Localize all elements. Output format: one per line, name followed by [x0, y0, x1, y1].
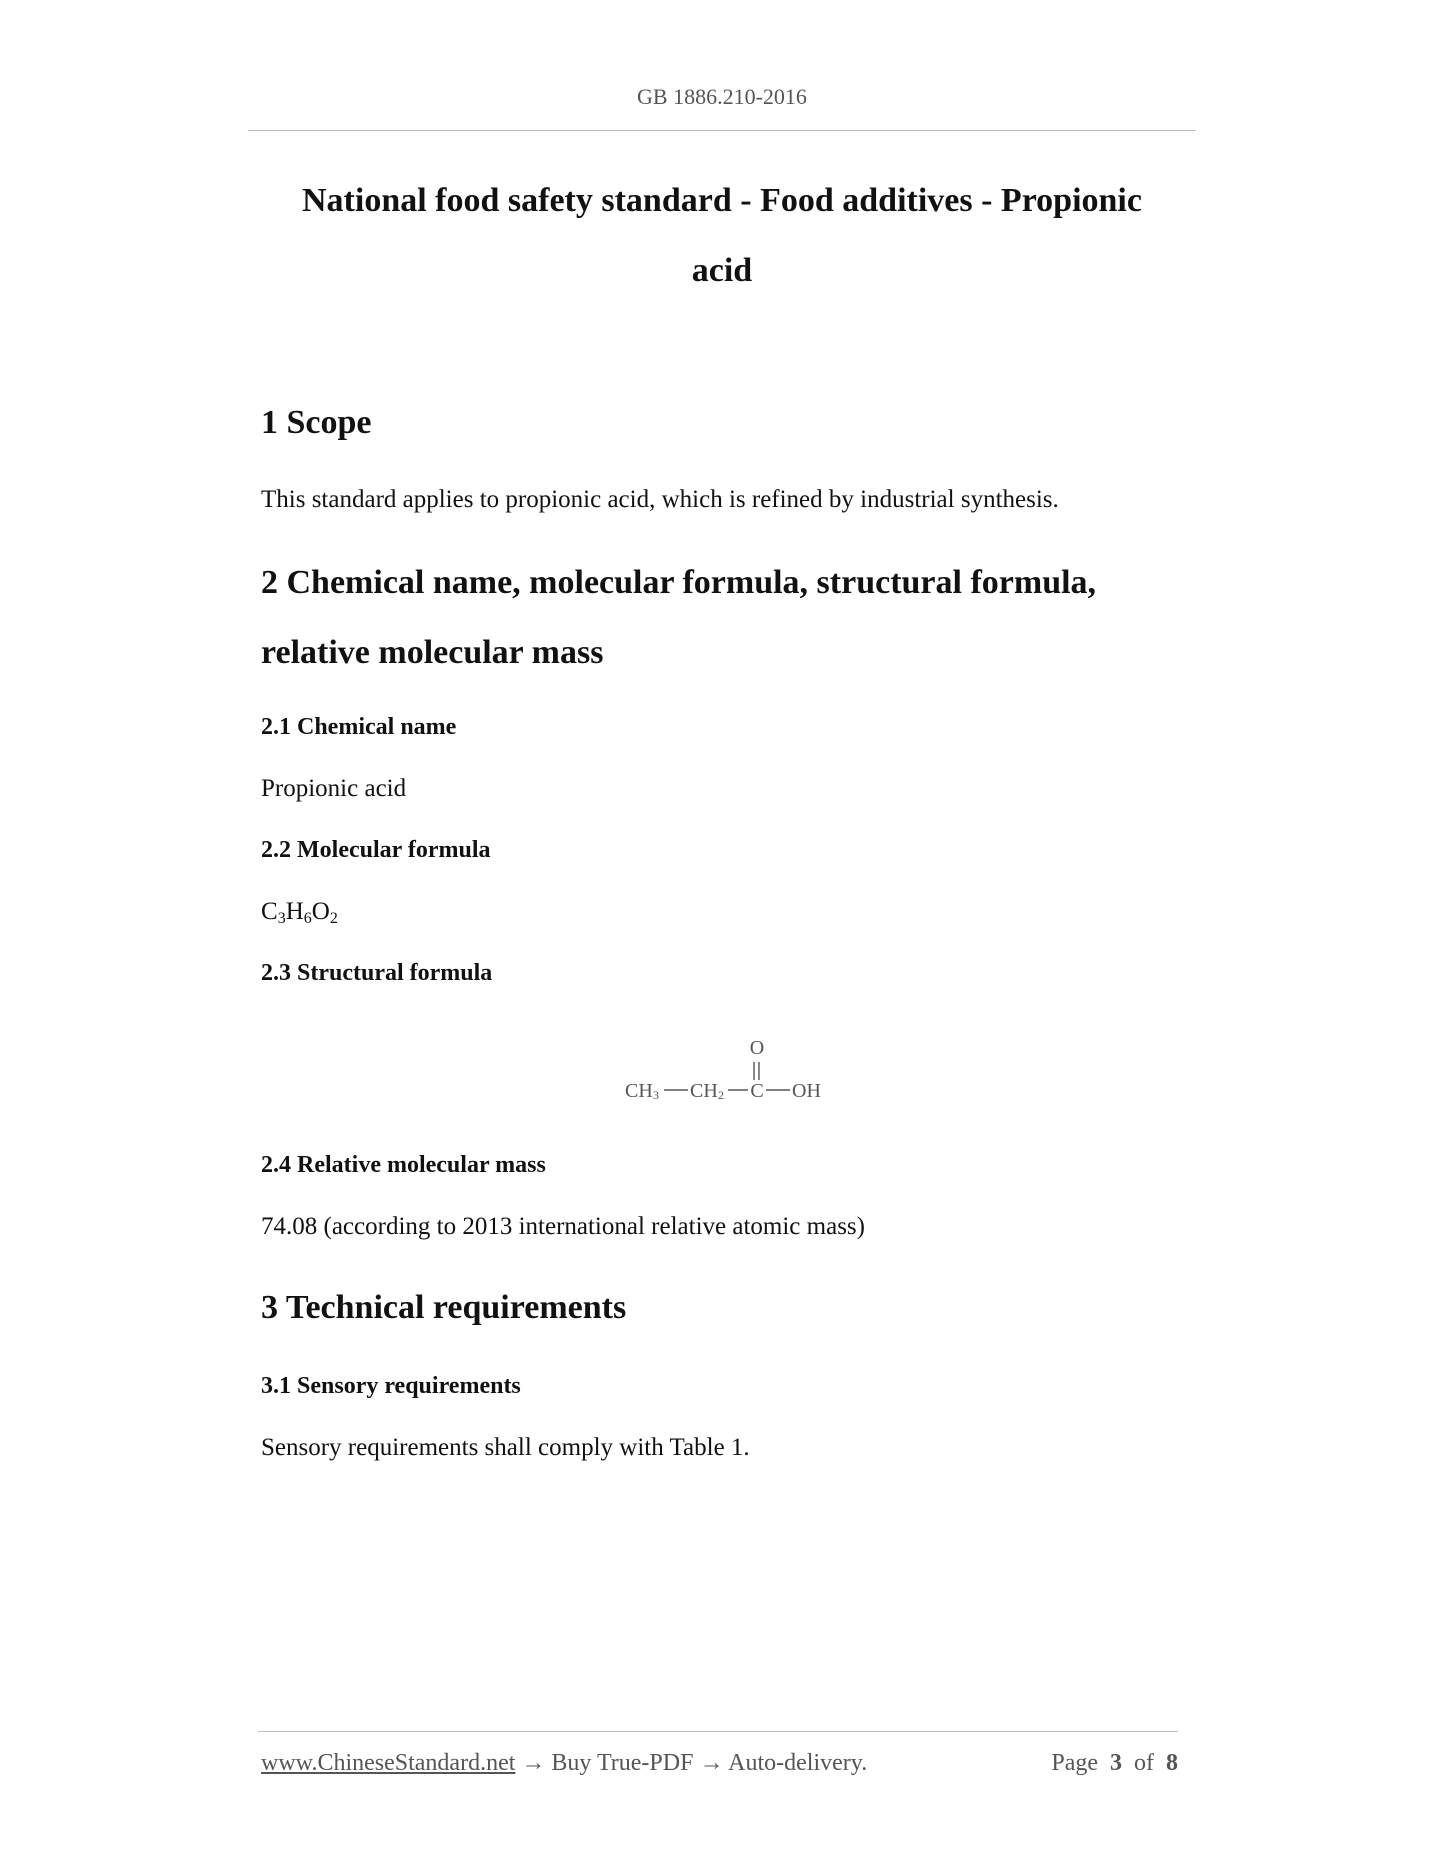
formula-oxygen: O — [311, 898, 330, 925]
document-title-line-2: acid — [691, 252, 753, 289]
page-total: 8 — [1166, 1750, 1178, 1776]
structure-carbonyl-carbon: C — [750, 1080, 764, 1102]
arrow-icon: → — [521, 1750, 546, 1776]
chemical-name-value: Propionic acid — [261, 775, 407, 802]
page-label: Page — [1051, 1750, 1098, 1776]
page-current: 3 — [1110, 1750, 1122, 1776]
structure-ch3: CH — [625, 1080, 653, 1102]
footer-divider — [258, 1731, 1178, 1732]
section-2-1-heading: 2.1 Chemical name — [261, 714, 457, 740]
section-2-4-heading: 2.4 Relative molecular mass — [261, 1152, 546, 1178]
page-number — [1051, 1750, 1178, 1777]
document-title-line-1: National food safety standard - Food additives - Propionic — [302, 182, 1142, 219]
section-1-body: This standard applies to propionic acid, which is refined by industrial synthesis. — [261, 486, 1059, 513]
section-3-heading: 3 Technical requirements — [261, 1289, 627, 1326]
formula-carbon-count: 3 — [277, 910, 286, 927]
buy-pdf-text: Buy True-PDF — [551, 1750, 694, 1776]
section-2-heading-line-1: 2 Chemical name, molecular formula, structural formula, — [261, 564, 1097, 601]
footer-promo — [261, 1750, 867, 1777]
running-header: GB 1886.210-2016 — [637, 84, 807, 109]
section-2-2-heading: 2.2 Molecular formula — [261, 837, 491, 863]
section-2-heading — [261, 548, 1096, 688]
structural-formula-diagram — [600, 1030, 840, 1110]
formula-carbon: C — [261, 898, 278, 925]
site-link[interactable]: www.ChineseStandard.net — [261, 1750, 516, 1776]
relative-molecular-mass-value: 74.08 (according to 2013 international relative atomic mass) — [261, 1213, 865, 1240]
structure-ch3-subscript: 3 — [653, 1088, 659, 1102]
molecular-formula-value — [261, 898, 338, 928]
formula-oxygen-count: 2 — [329, 910, 338, 927]
formula-hydrogen: H — [285, 898, 304, 925]
structure-ch2-subscript: 2 — [718, 1088, 724, 1102]
header-divider — [248, 130, 1196, 131]
section-3-1-heading: 3.1 Sensory requirements — [261, 1373, 521, 1399]
section-3-1-body: Sensory requirements shall comply with Table 1. — [261, 1434, 750, 1461]
of-label: of — [1134, 1750, 1154, 1776]
document-title — [248, 166, 1196, 306]
structure-hydroxyl: OH — [792, 1080, 821, 1102]
auto-delivery-text: Auto-delivery. — [728, 1750, 868, 1776]
structure-ch2: CH — [690, 1080, 718, 1102]
section-2-heading-line-2: relative molecular mass — [261, 634, 604, 671]
section-2-3-heading: 2.3 Structural formula — [261, 960, 493, 986]
structure-top-oxygen: O — [749, 1037, 765, 1059]
section-1-heading: 1 Scope — [261, 404, 372, 441]
arrow-icon: → — [699, 1750, 724, 1776]
formula-hydrogen-count: 6 — [303, 910, 312, 927]
